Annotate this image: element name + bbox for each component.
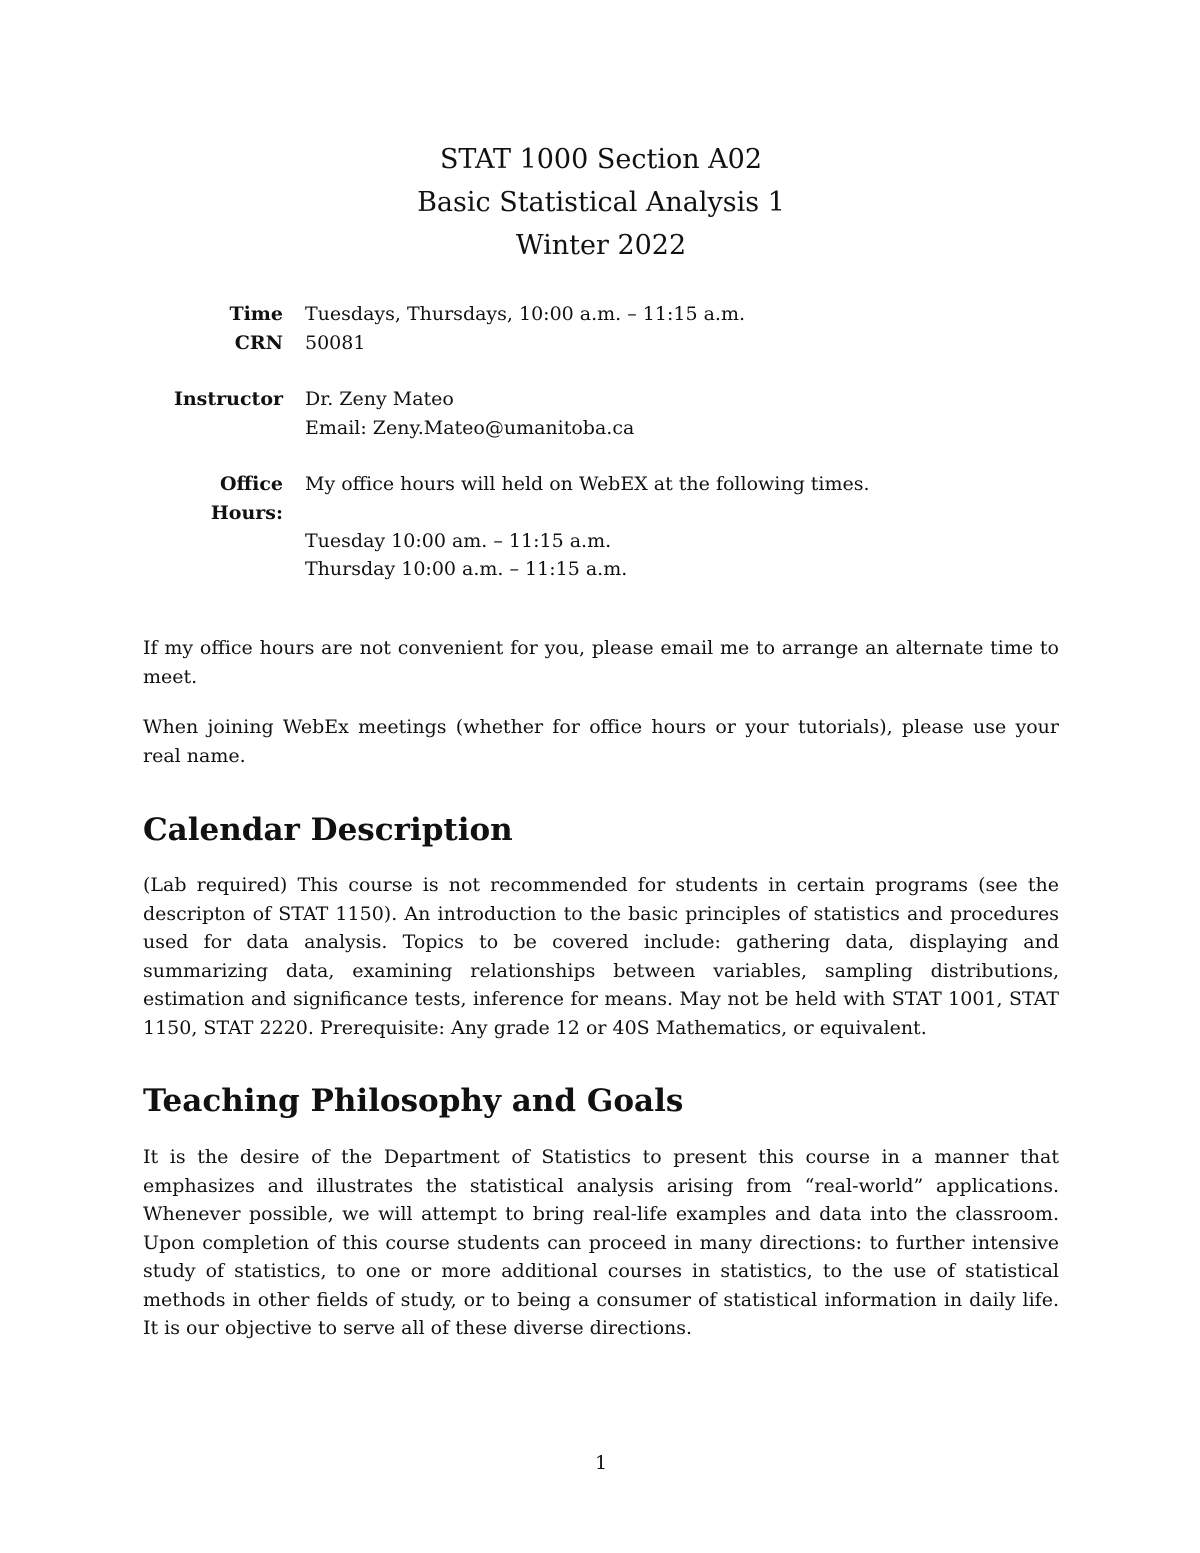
calendar-description-heading: Calendar Description (143, 812, 513, 848)
course-code-title: STAT 1000 Section A02 (439, 144, 763, 175)
teaching-philosophy-heading: Teaching Philosophy and Goals (143, 1083, 684, 1119)
course-info-table (143, 300, 1059, 584)
office-hours-label: Office Hours: (210, 473, 283, 524)
time-label: Time (229, 303, 283, 325)
office-hours-intro: My office hours will held on WebEX at the following times. (305, 473, 870, 495)
course-name-title: Basic Statistical Analysis 1 (417, 187, 785, 218)
instructor-row (143, 385, 1059, 442)
page-number: 1 (594, 1452, 608, 1474)
spacer (143, 442, 1059, 470)
spacer (143, 357, 1059, 385)
time-value: Tuesdays, Thursdays, 10:00 a.m. – 11:15 a.m. (305, 303, 746, 325)
teaching-philosophy-body: It is the desire of the Department of Statistics to present this course in a manner that emphasizes and illustrates the statistical analysis arising from “real-world” applications. Whenever possible, we will attempt to bring real-life examples and data into the classroom. Upon completion of this course students can proceed in many directions: to further intensive study of statistics, to one or more additional courses in statistics, to the use of statistical methods in other fields of study, or to being a consumer of statistical information in daily life. It is our objective to serve all of these diverse directions. (143, 1146, 1059, 1339)
alternate-time-paragraph: If my office hours are not convenient for you, please email me to arrange an alternate time to meet. (143, 637, 1059, 688)
document-page (143, 0, 1059, 1553)
instructor-name: Dr. Zeny Mateo (305, 388, 454, 410)
instructor-label: Instructor (173, 388, 283, 410)
office-hours-tuesday: Tuesday 10:00 am. – 11:15 a.m. (305, 529, 612, 552)
time-row (143, 300, 1059, 329)
office-hours-row (143, 470, 1059, 584)
instructor-value (305, 385, 1059, 442)
title-block (143, 138, 1059, 267)
office-hours-thursday: Thursday 10:00 a.m. – 11:15 a.m. (305, 558, 628, 580)
crn-label: CRN (234, 331, 283, 354)
instructor-email: Email: Zeny.Mateo@umanitoba.ca (305, 416, 635, 439)
crn-value: 50081 (305, 331, 366, 354)
spacer (305, 499, 1059, 527)
calendar-description-body: (Lab required) This course is not recommended for students in certain programs (see the descripton of STAT 1150). An introduction to the basic principles of statistics and procedures used for data analysis. Topics to be covered include: gathering data, displaying and summarizing data, examining relationships between variables, sampling distributions, estimation and significance tests, inference for means. May not be held with STAT 1001, STAT 1150, STAT 2220. Prerequisite: Any grade 12 or 40S Mathematics, or equivalent. (143, 874, 1059, 1039)
term-title: Winter 2022 (515, 230, 687, 261)
crn-row (143, 329, 1059, 358)
office-hours-value (305, 470, 1059, 584)
webex-name-paragraph: When joining WebEx meetings (whether for office hours or your tutorials), please use your real name. (143, 716, 1059, 767)
